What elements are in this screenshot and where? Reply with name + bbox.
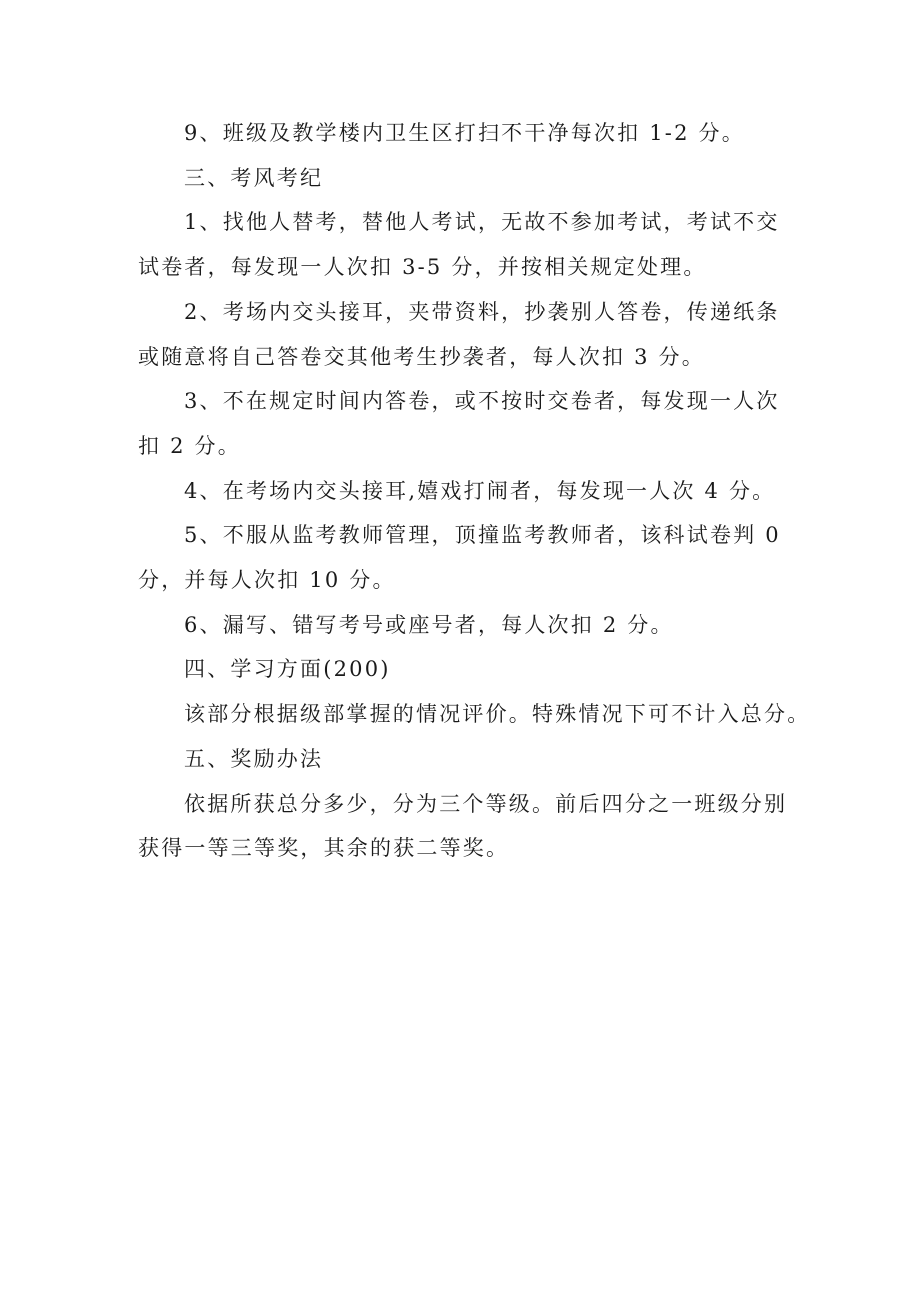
text-line: 依据所获总分多少，分为三个等级。前后四分之一班级分别 xyxy=(184,791,788,816)
text-line: 4、在考场内交头接耳,嬉戏打闹者，每发现一人次 4 分。 xyxy=(184,478,776,503)
text-line: 或随意将自己答卷交其他考生抄袭者，每人次扣 3 分。 xyxy=(138,344,705,369)
section-heading: 五、奖励办法 xyxy=(184,746,324,771)
text-line: 1、找他人替考，替他人考试，无故不参加考试，考试不交 xyxy=(184,210,780,235)
text-line: 扣 2 分。 xyxy=(138,433,241,458)
text-line: 试卷者，每发现一人次扣 3-5 分，并按相关规定处理。 xyxy=(138,255,707,280)
text-line: 分，并每人次扣 10 分。 xyxy=(138,568,396,593)
text-line: 3、不在规定时间内答卷，或不按时交卷者，每发现一人次 xyxy=(184,389,780,414)
text-line: 9、班级及教学楼内卫生区打扫不干净每次扣 1-2 分。 xyxy=(184,121,745,145)
section-heading: 三、考风考纪 xyxy=(184,165,324,190)
text-line: 获得一等三等奖，其余的获二等奖。 xyxy=(138,836,510,861)
text-line: 5、不服从监考教师管理，顶撞监考教师者，该科试卷判 0 xyxy=(184,523,781,548)
document-body xyxy=(138,111,838,871)
section-heading: 四、学习方面(200) xyxy=(184,657,391,682)
text-line: 该部分根据级部掌握的情况评价。特殊情况下可不计入总分。 xyxy=(184,702,811,727)
text-line: 6、漏写、错写考号或座号者，每人次扣 2 分。 xyxy=(184,612,674,637)
text-line: 2、考场内交头接耳，夹带资料，抄袭别人答卷，传递纸条 xyxy=(184,299,780,324)
